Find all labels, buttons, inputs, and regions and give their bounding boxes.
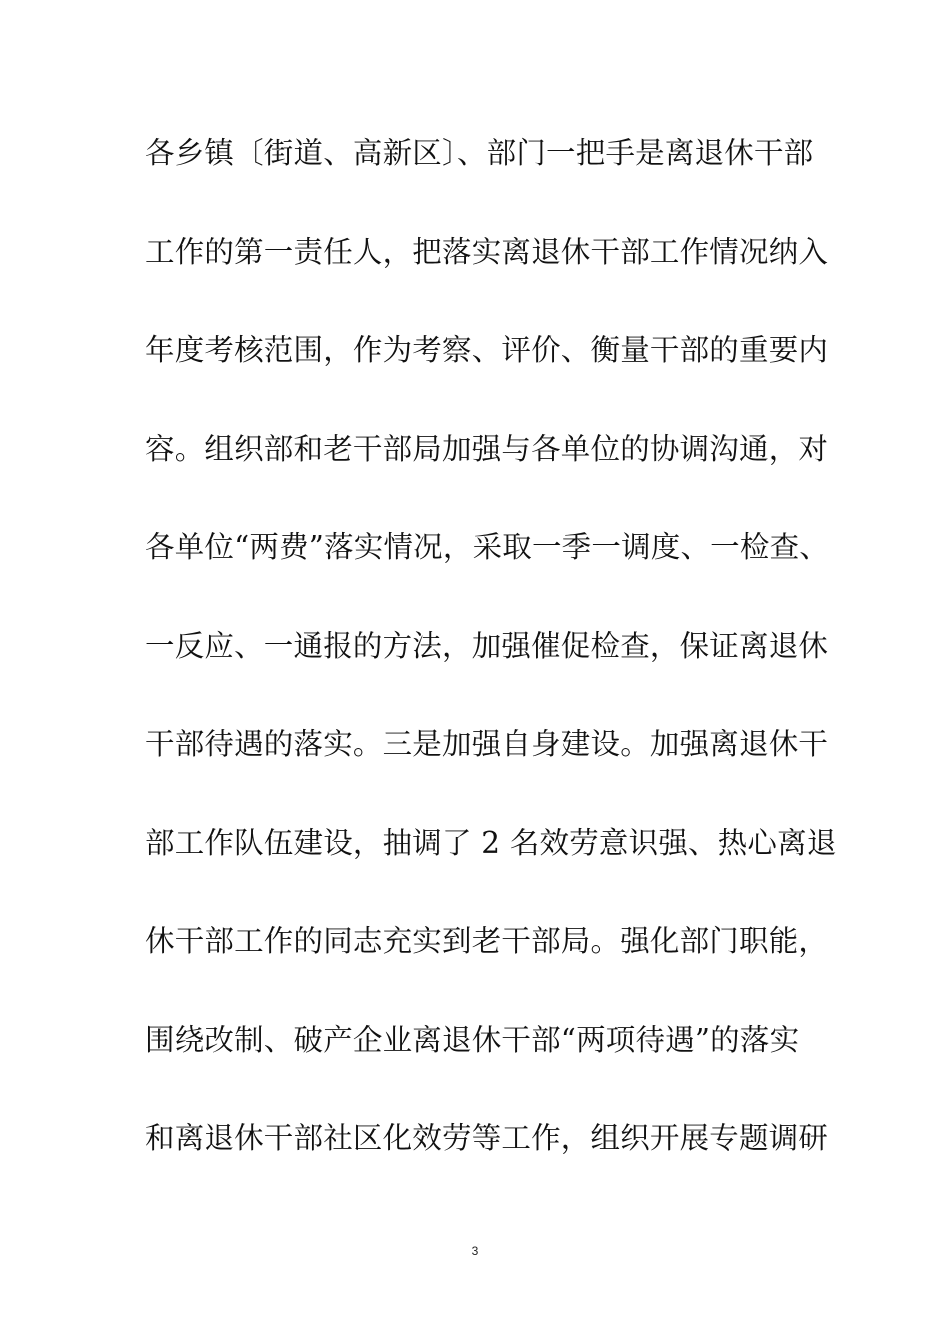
- text-line: 各乡镇〔街道、高新区〕、部门一把手是离退休干部: [145, 136, 814, 170]
- text-line: 休干部工作的同志充实到老干部局。强化部门职能，: [145, 924, 829, 958]
- text-line: 工作的第一责任人，把落实离退休干部工作情况纳入: [145, 234, 829, 269]
- body-text: [145, 126, 845, 1210]
- text-line: 围绕改制、破产企业离退休干部“两项待遇”的落实: [145, 1022, 800, 1057]
- text-line: 各单位“两费”落实情况，采取一季一调度、一检查、: [145, 530, 829, 564]
- text-line: 容。组织部和老干部局加强与各单位的协调沟通，对: [145, 431, 829, 466]
- page-number: 3: [471, 1244, 479, 1258]
- text-line: 一反应、一通报的方法，加强催促检查，保证离退休: [145, 628, 829, 663]
- text-line: 干部待遇的落实。三是加强自身建设。加强离退休干: [145, 727, 829, 761]
- text-line: 部工作队伍建设，抽调了 2 名效劳意识强、热心离退: [145, 825, 837, 860]
- text-line: 年度考核范围，作为考察、评价、衡量干部的重要内: [145, 333, 829, 367]
- text-line: 和离退休干部社区化效劳等工作，组织开展专题调研: [145, 1121, 829, 1155]
